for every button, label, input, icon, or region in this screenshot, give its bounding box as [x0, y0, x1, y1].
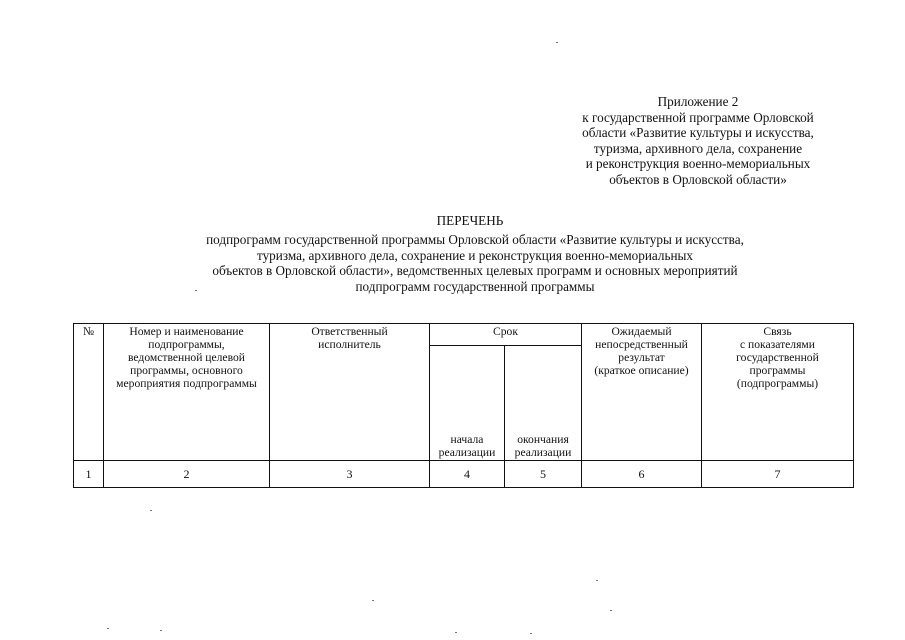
- scan-speck: [556, 42, 558, 43]
- header-cell-name: [104, 324, 270, 461]
- scan-speck: [150, 510, 152, 511]
- column-number-cell: 3: [270, 461, 430, 488]
- header-term-start-text: начала реализации: [438, 433, 496, 459]
- header-cell-link: [702, 324, 854, 461]
- subtitle-line: туризма, архивного дела, сохранение и реконструкция военно-мемориальных: [256, 247, 693, 263]
- column-number-row: [74, 461, 854, 488]
- column-number-cell: 1: [74, 461, 104, 488]
- header-link-text: Связь с показателями государственной программы (подпрограммы): [736, 325, 819, 390]
- subtitle-line: подпрограмм государственной программы Орловской области «Развитие культуры и искусства,: [206, 232, 744, 247]
- header-result-text: Ожидаемый непосредственный результат (краткое описание): [594, 325, 689, 377]
- scan-speck: [160, 630, 162, 631]
- column-number-cell: 7: [702, 461, 854, 488]
- table-header-row: [74, 324, 854, 346]
- header-number-text: №: [82, 325, 95, 338]
- column-number-cell: 2: [104, 461, 270, 488]
- scan-speck: [610, 610, 612, 611]
- appendix-block: [548, 94, 848, 188]
- header-name-text: Номер и наименование подпрограммы, ведомственной целевой программы, основного мероприятия подпрограммы: [116, 325, 257, 390]
- header-cell-number: [74, 324, 104, 461]
- header-term-text: Срок: [493, 325, 518, 338]
- document-title: ПЕРЕЧЕНЬ: [436, 213, 504, 228]
- program-table: [73, 323, 854, 488]
- subtitle-line: подпрограмм государственной программы: [355, 278, 595, 294]
- header-cell-term: [430, 324, 582, 346]
- header-cell-term-end: [505, 345, 582, 460]
- appendix-line: и реконструкция военно-мемориальных: [585, 156, 811, 172]
- header-executor-text: Ответственный исполнитель: [311, 325, 388, 351]
- scan-speck: [372, 600, 374, 601]
- column-number-cell: 5: [505, 461, 582, 488]
- column-number-cell: 4: [430, 461, 505, 488]
- scan-speck: [195, 290, 197, 291]
- appendix-line: области «Развитие культуры и искусства,: [582, 125, 814, 141]
- appendix-line: к государственной программе Орловской: [582, 109, 814, 125]
- scan-speck: [530, 633, 532, 634]
- appendix-line: Приложение 2: [657, 94, 739, 109]
- header-term-end-text: окончания реализации: [514, 433, 572, 459]
- appendix-line: туризма, архивного дела, сохранение: [593, 140, 803, 156]
- header-cell-term-start: [430, 345, 505, 460]
- header-cell-executor: [270, 324, 430, 461]
- scan-speck: [455, 632, 457, 633]
- scan-speck: [596, 580, 598, 581]
- subtitle-line: объектов в Орловской области», ведомственных целевых программ и основных мероприятий: [212, 263, 738, 279]
- document-subtitle: [110, 232, 840, 294]
- column-number-cell: 6: [582, 461, 702, 488]
- appendix-line: объектов в Орловской области»: [609, 171, 787, 187]
- scan-speck: [107, 628, 109, 629]
- header-cell-result: [582, 324, 702, 461]
